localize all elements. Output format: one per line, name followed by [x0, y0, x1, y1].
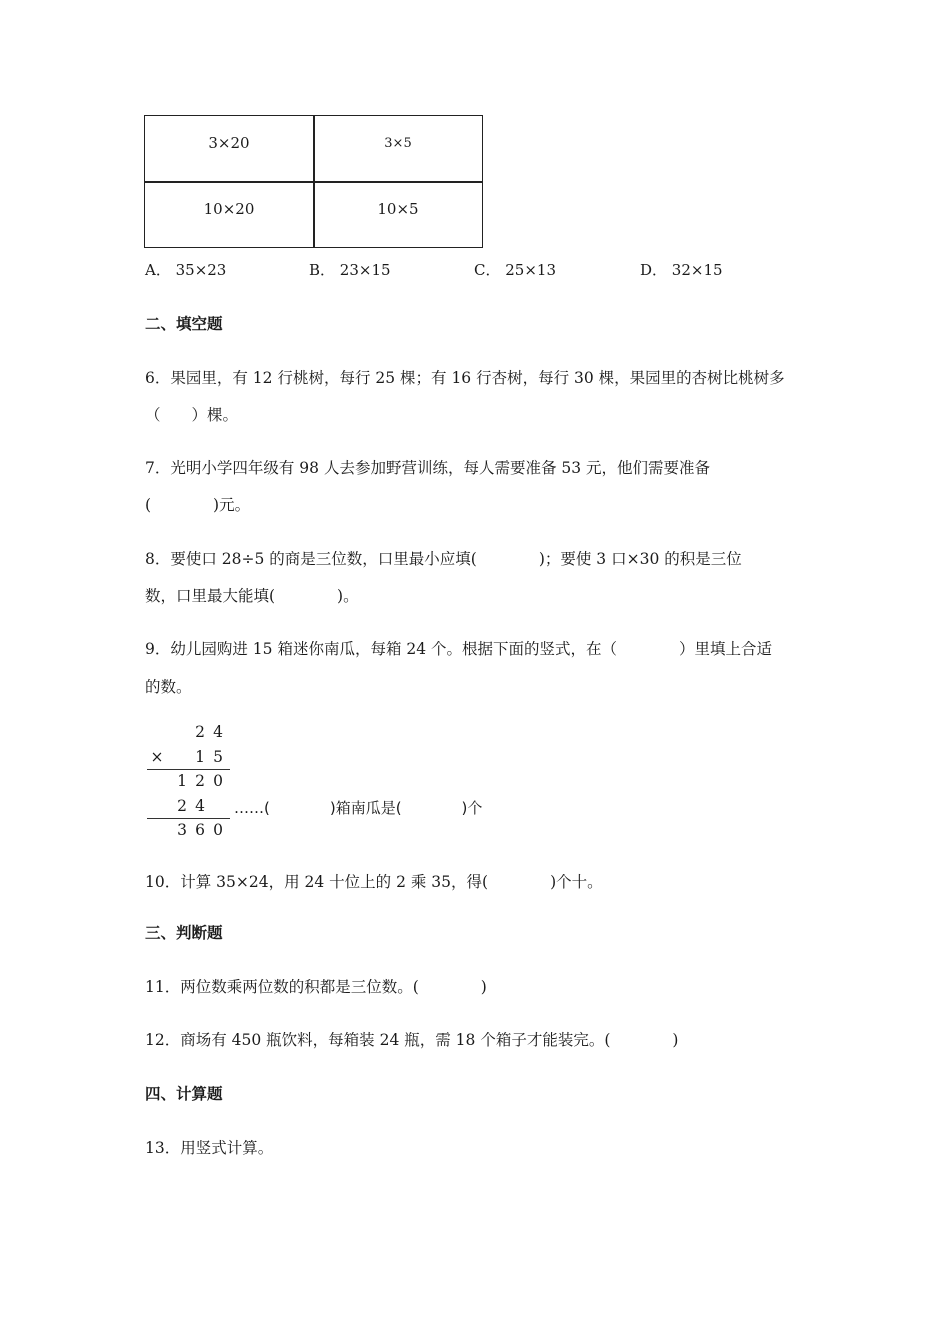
question-6-line-2: （ ）棵。	[145, 406, 239, 424]
digit: 3	[177, 821, 187, 839]
section-title-judge: 三、判断题	[145, 924, 223, 942]
table-cell-r1c2: 3×5	[384, 136, 412, 151]
option-d[interactable]: D． 32×15	[640, 261, 723, 279]
digit: 0	[213, 821, 223, 839]
area-model-table	[144, 115, 483, 248]
vertical-rule-1	[147, 769, 230, 770]
question-9-line-1: 9．幼儿园购进 15 箱迷你南瓜，每箱 24 个。根据下面的竖式，在（ ）里填上合适	[145, 640, 773, 658]
option-c[interactable]: C． 25×13	[474, 261, 556, 279]
section-title-fill-in: 二、填空题	[145, 315, 223, 333]
table-cell-r2c2: 10×5	[377, 200, 419, 218]
section-title-calc: 四、计算题	[145, 1085, 223, 1103]
digit: 0	[213, 772, 223, 790]
digit: 4	[213, 723, 223, 741]
option-b[interactable]: B． 23×15	[309, 261, 391, 279]
question-9-line-2: 的数。	[145, 678, 192, 696]
digit: 4	[195, 797, 205, 815]
question-6-line-1: 6．果园里，有 12 行桃树，每行 25 棵；有 16 行杏树，每行 30 棵，果园里的杏树比桃树多	[145, 369, 785, 387]
table-cell-r2c1: 10×20	[203, 200, 255, 218]
table-cell-r1c1: 3×20	[208, 134, 250, 152]
digit: 5	[213, 748, 223, 766]
digit: 2	[195, 723, 205, 741]
digit: 6	[195, 821, 205, 839]
digit: 2	[177, 797, 187, 815]
question-8-line-2: 数，口里最大能填( )。	[145, 587, 359, 605]
digit: 1	[177, 772, 187, 790]
vertical-note: ……( )箱南瓜是( )个	[234, 799, 483, 817]
question-11: 11．两位数乘两位数的积都是三位数。( )	[145, 978, 487, 996]
vertical-rule-2	[147, 818, 230, 819]
question-7-line-1: 7．光明小学四年级有 98 人去参加野营训练，每人需要准备 53 元，他们需要准备	[145, 459, 711, 477]
digit: 1	[195, 748, 205, 766]
question-7-line-2: ( )元。	[145, 496, 251, 514]
question-10: 10．计算 35×24，用 24 十位上的 2 乘 35，得( )个十。	[145, 873, 603, 891]
question-8-line-1: 8．要使口 28÷5 的商是三位数，口里最小应填( )；要使 3 口×30 的积是三位	[145, 550, 742, 568]
option-a[interactable]: A． 35×23	[145, 261, 227, 279]
table-horizontal-divider	[145, 181, 482, 183]
question-13: 13．用竖式计算。	[145, 1139, 274, 1157]
times-sign: ×	[150, 748, 164, 766]
digit: 2	[195, 772, 205, 790]
question-12: 12．商场有 450 瓶饮料，每箱装 24 瓶，需 18 个箱子才能装完。( )	[145, 1031, 679, 1049]
